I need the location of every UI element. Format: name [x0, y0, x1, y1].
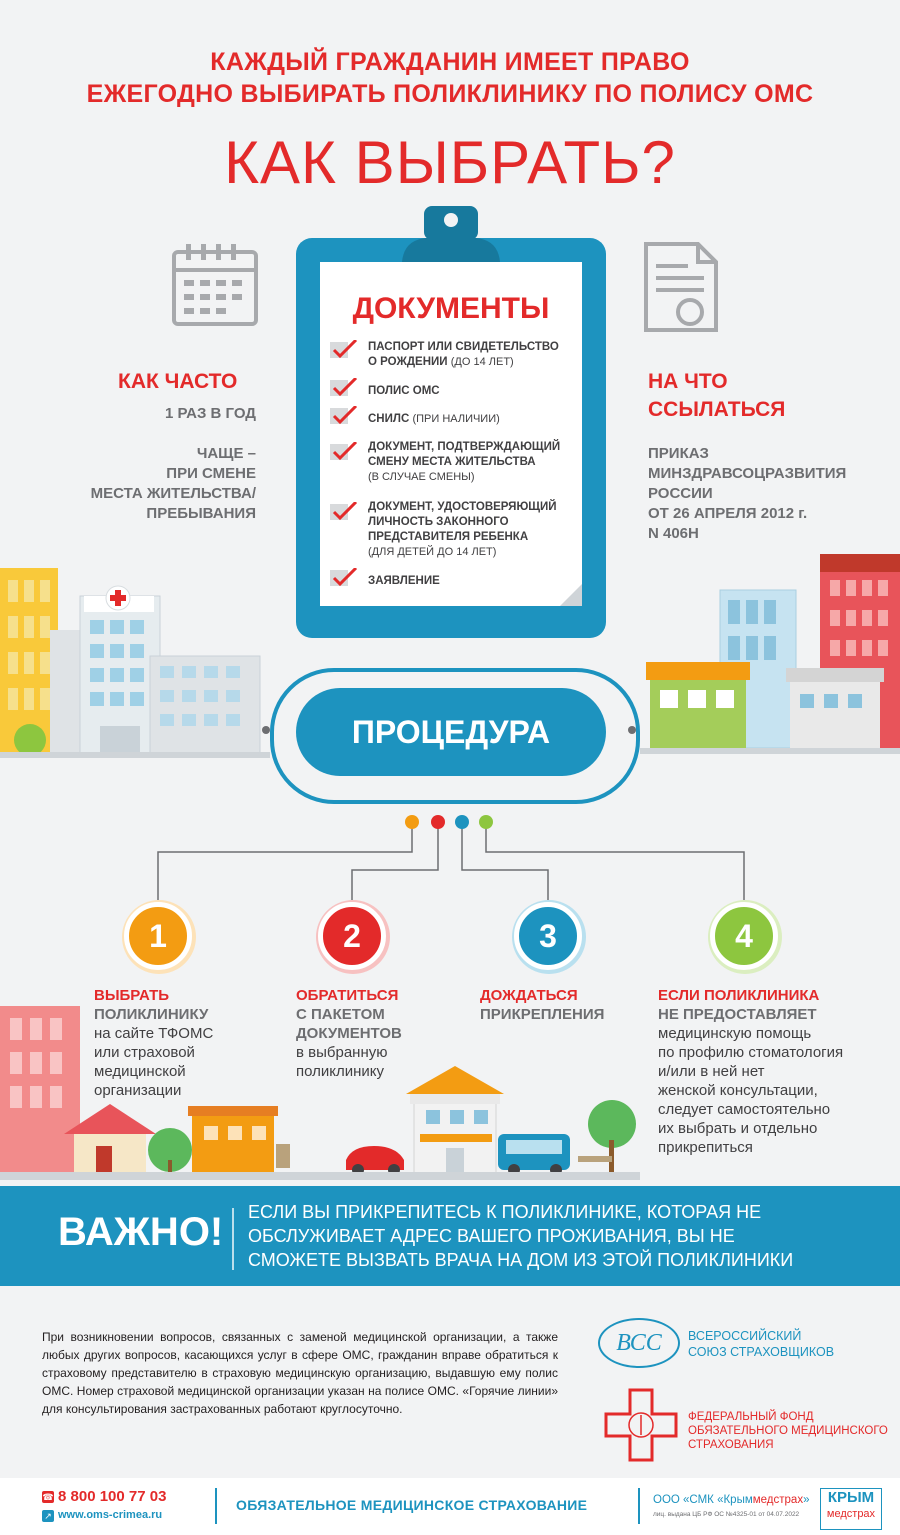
bottom-divider-1 — [215, 1488, 217, 1524]
check-icon — [330, 340, 358, 362]
link-icon: ↗ — [42, 1510, 54, 1522]
clipboard-clip — [396, 204, 506, 264]
how-often-line-1: 1 РАЗ В ГОД — [164, 405, 256, 422]
reference-title-2: ССЫЛАТЬСЯ — [648, 398, 786, 421]
doc-item-5: ДОКУМЕНТ, УДОСТОВЕРЯЮЩИЙ ЛИЧНОСТЬ ЗАКОННОГО ПРЕДСТАВИТЕЛЯ РЕБЕНКА (ДЛЯ ДЕТЕЙ ДО 14 ЛЕТ) — [368, 501, 557, 558]
doc-item-4: ДОКУМЕНТ, ПОДТВЕРЖДАЮЩИЙ СМЕНУ МЕСТА ЖИТЕЛЬСТВА (В СЛУЧАЕ СМЕНЫ) — [368, 441, 561, 483]
step-1-badge: 1 — [124, 902, 192, 970]
step-3-badge: 3 — [514, 902, 582, 970]
check-icon — [330, 502, 358, 524]
reference-line-5: N 406Н — [648, 525, 699, 542]
krymmedstrakh-logo: КРЫМ медстрах — [820, 1488, 882, 1530]
step-4-text: ЕСЛИ ПОЛИКЛИНИКА НЕ ПРЕДОСТАВЛЯЕТ медицинскую помощь по профилю стоматология и/или в ней нет женской консультации, следует самостоятельно их выбрать и отдельно прикрепиться — [658, 987, 844, 1156]
ring-dot-right — [628, 726, 636, 734]
how-often-line-2c: МЕСТА ЖИТЕЛЬСТВА/ — [90, 485, 256, 502]
check-icon — [330, 378, 358, 400]
important-label: ВАЖНО! — [58, 1210, 224, 1254]
vss-name: ВСЕРОССИЙСКИЙ СОЮЗ СТРАХОВЩИКОВ — [688, 1329, 835, 1359]
banner-divider — [232, 1208, 234, 1270]
step-2-text: ОБРАТИТЬСЯ С ПАКЕТОМ ДОКУМЕНТОВ в выбранную поликлинику — [296, 987, 402, 1080]
street-illustration — [0, 1000, 640, 1186]
phone-icon: ☎ — [42, 1492, 54, 1502]
step-1-desc: на сайте ТФОМС или страховой медицинской организации — [94, 1025, 214, 1099]
vss-logo: ВСС — [598, 1318, 680, 1368]
how-often-line-2a: ЧАЩЕ – — [196, 445, 256, 462]
check-icon — [330, 568, 358, 590]
ffoms-logo — [604, 1388, 678, 1462]
documents-title: ДОКУМЕНТЫ — [352, 292, 550, 325]
check-icon — [330, 406, 358, 428]
calendar-icon — [170, 240, 260, 330]
oms-title: ОБЯЗАТЕЛЬНОЕ МЕДИЦИНСКОЕ СТРАХОВАНИЕ — [236, 1497, 588, 1513]
city-left-illustration — [0, 560, 270, 760]
certificate-icon — [642, 240, 722, 336]
license-text: лиц. выдана ЦБ РФ ОС №4325-01 от 04.07.2022 — [653, 1511, 800, 1518]
procedure-connectors — [0, 808, 900, 908]
header-line-2: ЕЖЕГОДНО ВЫБИРАТЬ ПОЛИКЛИНИКУ ПО ПОЛИСУ ОМС — [86, 80, 814, 108]
important-text: ЕСЛИ ВЫ ПРИКРЕПИТЕСЬ К ПОЛИКЛИНИКЕ, КОТОРАЯ НЕ ОБСЛУЖИВАЕТ АДРЕС ВАШЕГО ПРОЖИВАНИЯ, ВЫ НЕ СМОЖЕТЕ ВЫЗВАТЬ ВРАЧА НА ДОМ ИЗ ЭТОЙ ПОЛИКЛИНИКИ — [248, 1202, 794, 1270]
step-4-badge: 4 — [710, 902, 778, 970]
bottom-divider-2 — [638, 1488, 640, 1524]
how-often-line-2d: ПРЕБЫВАНИЯ — [146, 505, 256, 522]
website-link[interactable]: www.oms-crimea.ru — [58, 1509, 163, 1521]
doc-item-1: ПАСПОРТ ИЛИ СВИДЕТЕЛЬСТВО О РОЖДЕНИИ (ДО 14 ЛЕТ) — [368, 341, 559, 368]
reference-line-4: ОТ 26 АПРЕЛЯ 2012 г. — [648, 505, 808, 522]
check-icon — [330, 442, 358, 464]
how-often-title: КАК ЧАСТО — [118, 370, 238, 393]
step-2-badge: 2 — [318, 902, 386, 970]
company-name: ООО «СМК «Крыммедстрах» — [653, 1494, 810, 1506]
doc-item-6: ЗАЯВЛЕНИЕ — [368, 575, 440, 587]
header-line-1: КАЖДЫЙ ГРАЖДАНИН ИМЕЕТ ПРАВО — [210, 48, 690, 76]
step-3-text: ДОЖДАТЬСЯ ПРИКРЕПЛЕНИЯ — [480, 987, 605, 1023]
page-title: КАК ВЫБРАТЬ? — [224, 129, 676, 196]
procedure-button[interactable]: ПРОЦЕДУРА — [296, 688, 606, 776]
step-1-text: ВЫБРАТЬ ПОЛИКЛИНИКУ — [94, 987, 209, 1023]
reference-title-1: НА ЧТО — [648, 370, 728, 393]
ring-dot-left — [262, 726, 270, 734]
ffoms-name: ФЕДЕРАЛЬНЫЙ ФОНД ОБЯЗАТЕЛЬНОГО МЕДИЦИНСКОГО СТРАХОВАНИЯ — [688, 1411, 888, 1451]
reference-line-1: ПРИКАЗ — [648, 445, 709, 462]
reference-line-2: МИНЗДРАВСОЦРАЗВИТИЯ — [648, 465, 847, 482]
doc-item-2: ПОЛИС ОМС — [368, 385, 440, 397]
reference-line-3: РОССИИ — [648, 485, 713, 502]
footer-paragraph: При возникновении вопросов, связанных с заменой медицинской организации, а также любых других вопросов, касающихся услуг в сфере ОМС, гражданин вправе обратиться к страховому представителю в страховую медицинскую организацию, выдавшую ему полис ОМС. Номер страховой медицинской организации указан на полисе ОМС. «Горячие линии» для консультирования застрахованных работают круглосуточно. — [42, 1330, 558, 1416]
city-right-illustration — [640, 550, 900, 760]
hotline-phone[interactable]: 8 800 100 77 03 — [58, 1488, 167, 1505]
doc-item-3: СНИЛС (ПРИ НАЛИЧИИ) — [368, 413, 500, 425]
how-often-line-2b: ПРИ СМЕНЕ — [166, 465, 256, 482]
